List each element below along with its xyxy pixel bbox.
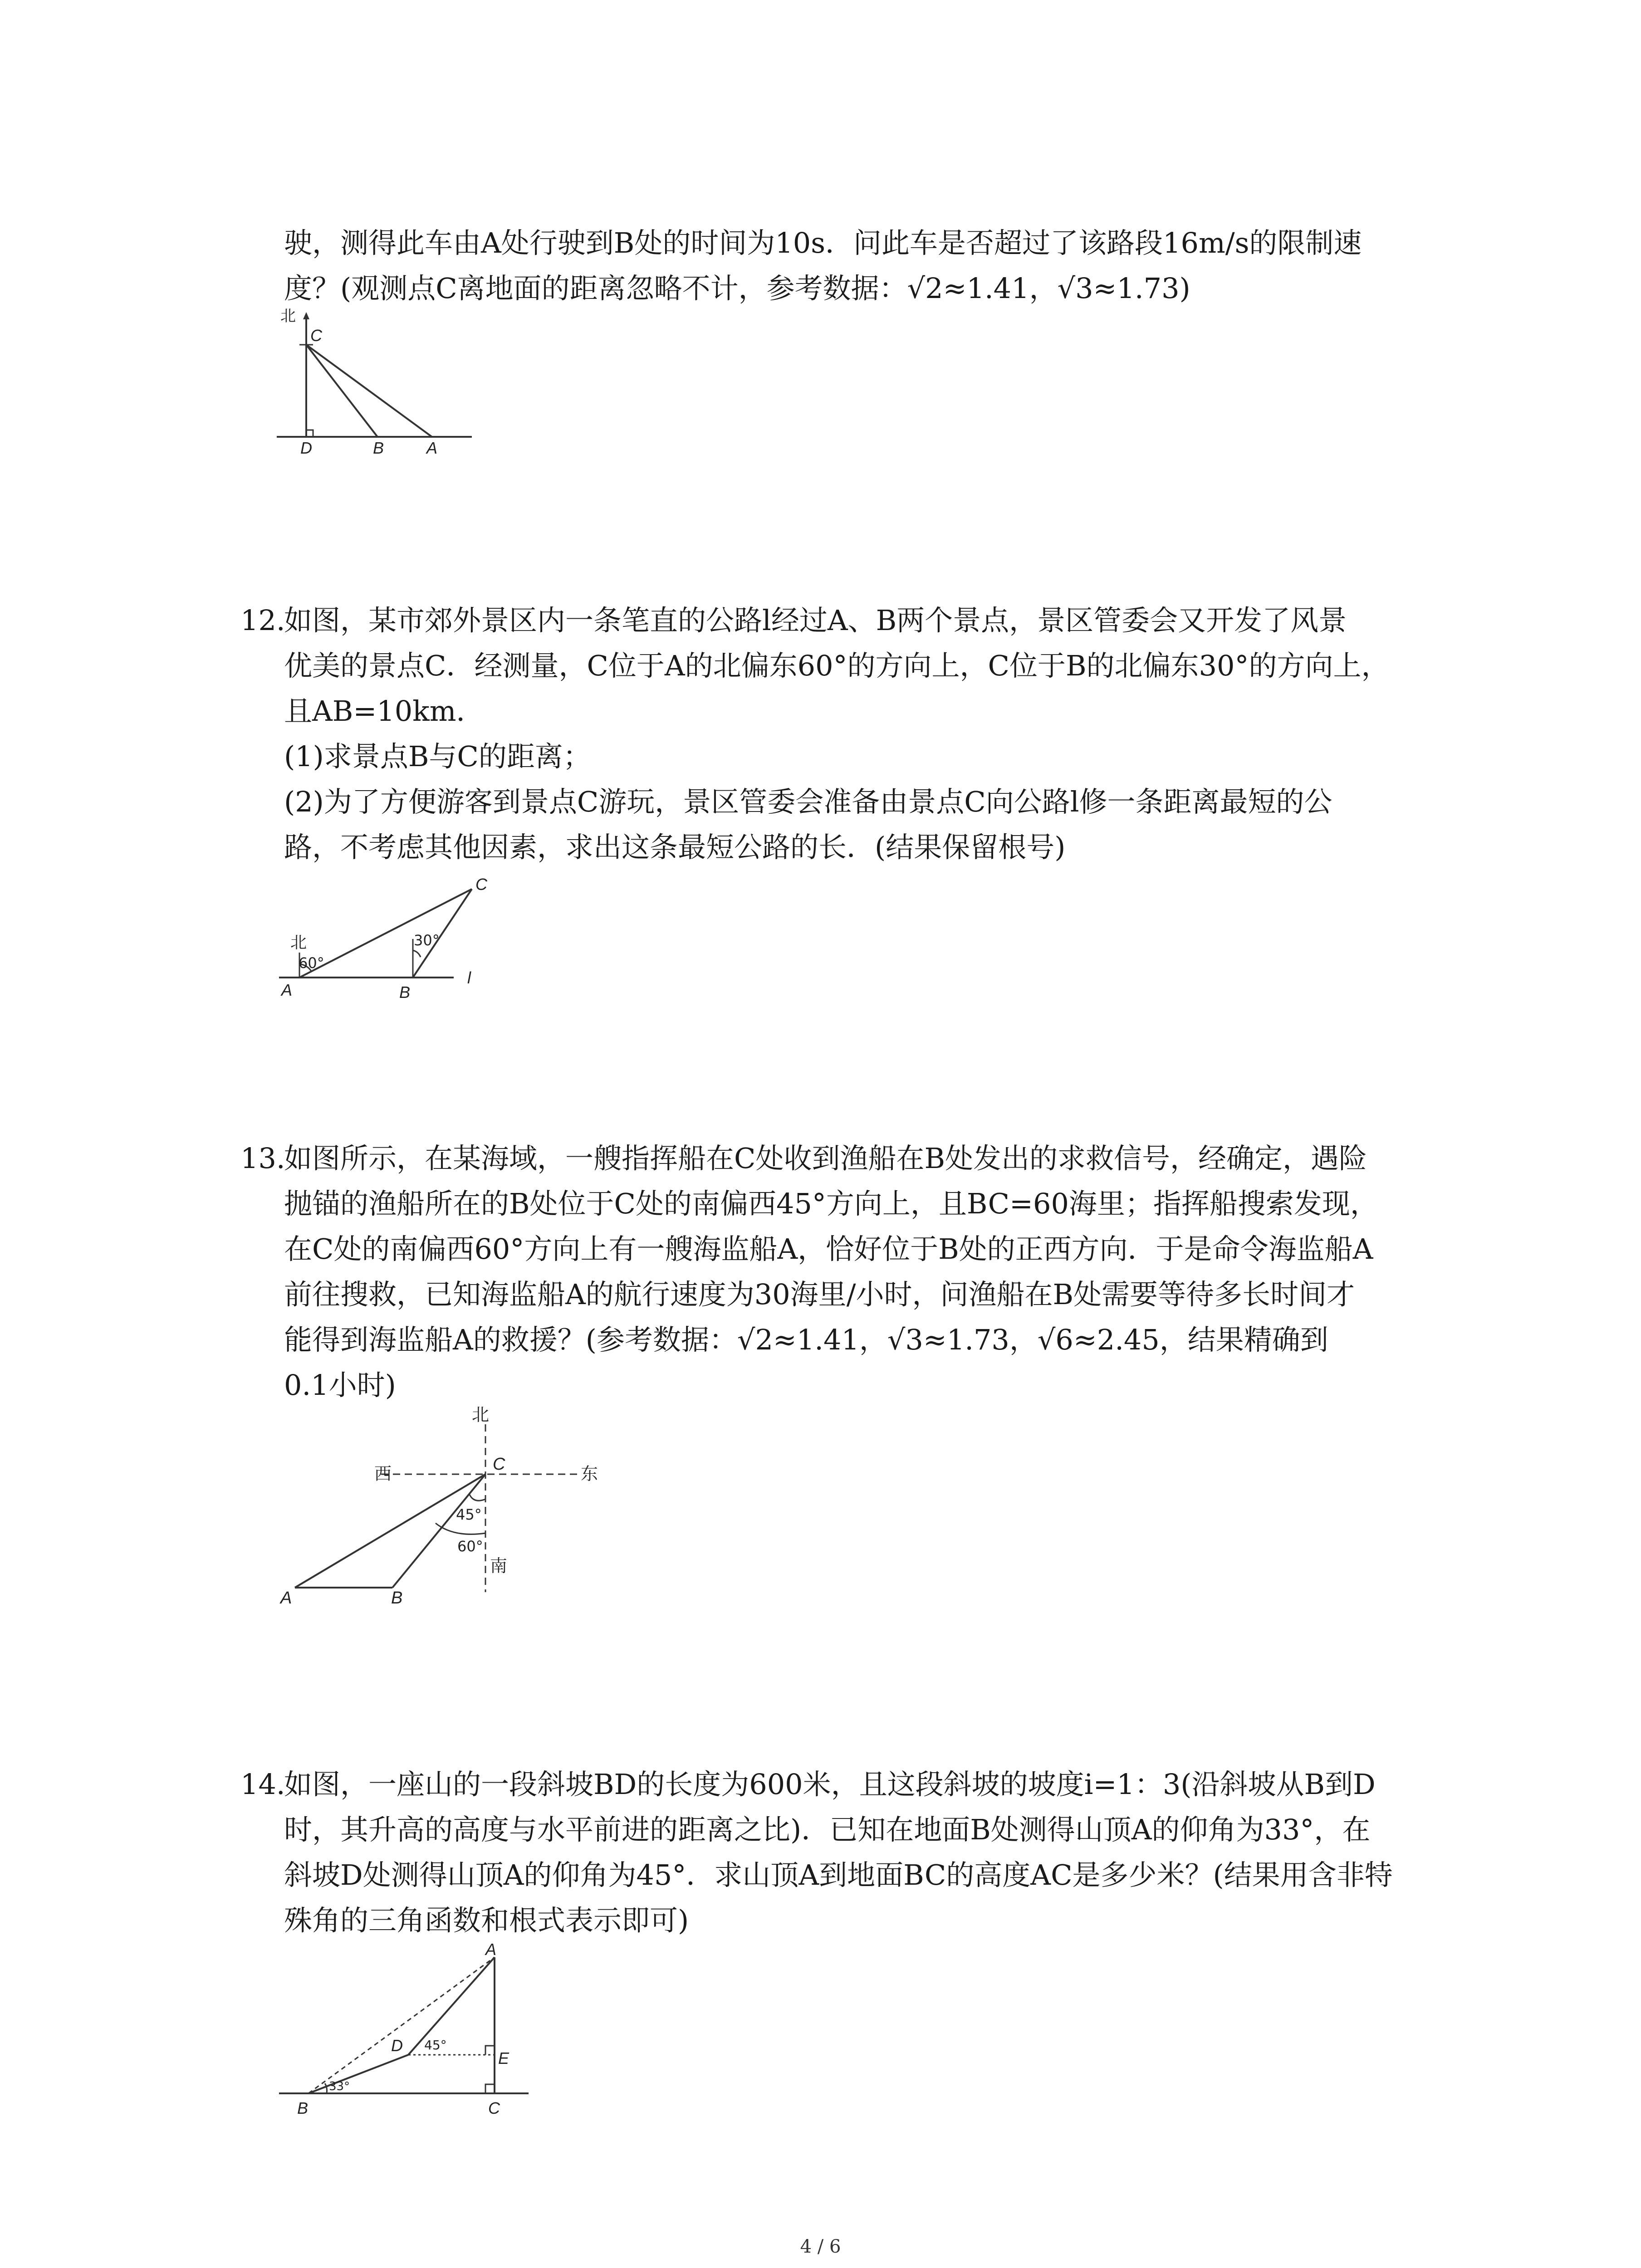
q12-label-l: l: [467, 968, 471, 987]
q14-line-3: 斜坡D处测得山顶A的仰角为45°．求山顶A到地面BC的高度AC是多少米？(结果用含非特: [284, 1858, 1393, 1892]
q12-figure: [272, 866, 508, 1007]
q14-angle-45: 45°: [424, 2038, 447, 2053]
q13-line-3: 在C处的南偏西60°方向上有一艘海监船A，恰好位于B处的正西方向．于是命令海监船A: [284, 1232, 1373, 1266]
q14-line-4: 殊角的三角函数和根式表示即可): [284, 1904, 689, 1937]
q13-line-1: 如图所示，在某海域，一艘指挥船在C处收到渔船在B处发出的求救信号，经确定，遇险: [284, 1142, 1367, 1175]
q13-angle-60: 60°: [457, 1538, 483, 1555]
q13-label-a: A: [280, 1589, 292, 1608]
page-number: 4 / 6: [800, 2236, 841, 2257]
q12-line-6: 路，不考虑其他因素，求出这条最短公路的长．(结果保留根号): [284, 831, 1066, 864]
q13-line-2: 抛锚的渔船所在的B处位于C处的南偏西45°方向上，且BC=60海里；指挥船搜索发现，: [284, 1187, 1378, 1220]
q14-line-1: 如图，一座山的一段斜坡BD的长度为600米，且这段斜坡的坡度i=1：3(沿斜坡从B到D: [284, 1768, 1376, 1801]
q13-line-6: 0.1小时): [284, 1369, 396, 1402]
q13-north-label: 北: [472, 1405, 490, 1425]
q12-label-a: A: [281, 981, 293, 999]
q13-figure: [272, 1402, 617, 1619]
q13-line-4: 前往搜救，已知海监船A的航行速度为30海里/小时，问渔船在B处需要等待多长时间才: [284, 1278, 1355, 1311]
q12-line-3: 且AB=10km．: [284, 694, 485, 728]
q13-number: 13.: [240, 1142, 285, 1175]
q13-east-label: 东: [581, 1464, 598, 1484]
q12-angle-a: 60°: [299, 954, 324, 972]
q13-angle-45: 45°: [456, 1506, 482, 1523]
q14-label-e: E: [498, 2049, 509, 2068]
q14-figure: [272, 1941, 544, 2127]
q11-label-d: D: [300, 439, 312, 457]
q12-label-c: C: [475, 875, 487, 894]
q12-north-label: 北: [290, 934, 307, 952]
q14-line-2: 时，其升高的高度与水平前进的距离之比)．已知在地面B处测得山顶A的仰角为33°，在: [284, 1813, 1371, 1846]
q11-label-a: A: [426, 439, 438, 457]
q14-label-d: D: [391, 2036, 403, 2055]
q12-line-5: (2)为了方便游客到景点C游玩，景区管委会准备由景点C向公路l修一条距离最短的公: [284, 785, 1332, 818]
q12-line-2: 优美的景点C．经测量，C位于A的北偏东60°的方向上，C位于B的北偏东30°的方向上，: [284, 649, 1390, 682]
q13-south-label: 南: [490, 1556, 508, 1576]
q12-line-4: (1)求景点B与C的距离；: [284, 740, 591, 773]
q12-angle-b: 30°: [414, 932, 440, 949]
q13-label-c: C: [493, 1455, 505, 1474]
q13-west-label: 西: [374, 1464, 392, 1484]
q14-number: 14.: [240, 1768, 285, 1801]
q13-line-5: 能得到海监船A的救援？(参考数据：√2≈1.41，√3≈1.73，√6≈2.45，结果精确到: [284, 1323, 1328, 1356]
q11-figure: [272, 308, 481, 463]
q14-angle-33: 33°: [329, 2080, 350, 2093]
q11-label-c: C: [310, 326, 322, 345]
q14-label-a: A: [485, 1941, 497, 1959]
q12-line-1: 如图，某市郊外景区内一条笔直的公路l经过A、B两个景点，景区管委会又开发了风景: [284, 604, 1347, 637]
q12-number: 12.: [240, 604, 285, 637]
q13-label-b: B: [391, 1589, 403, 1608]
q11-line-2: 度？(观测点C离地面的距离忽略不计，参考数据：√2≈1.41，√3≈1.73): [284, 272, 1190, 305]
q11-label-b: B: [373, 439, 384, 457]
q11-north-label: 北: [280, 308, 296, 325]
q14-label-c: C: [488, 2099, 500, 2117]
q12-label-b: B: [399, 983, 411, 1002]
q14-label-b: B: [297, 2099, 309, 2117]
q11-line-1: 驶，测得此车由A处行驶到B处的时间为10s．问此车是否超过了该路段16m/s的限制速: [284, 226, 1362, 259]
